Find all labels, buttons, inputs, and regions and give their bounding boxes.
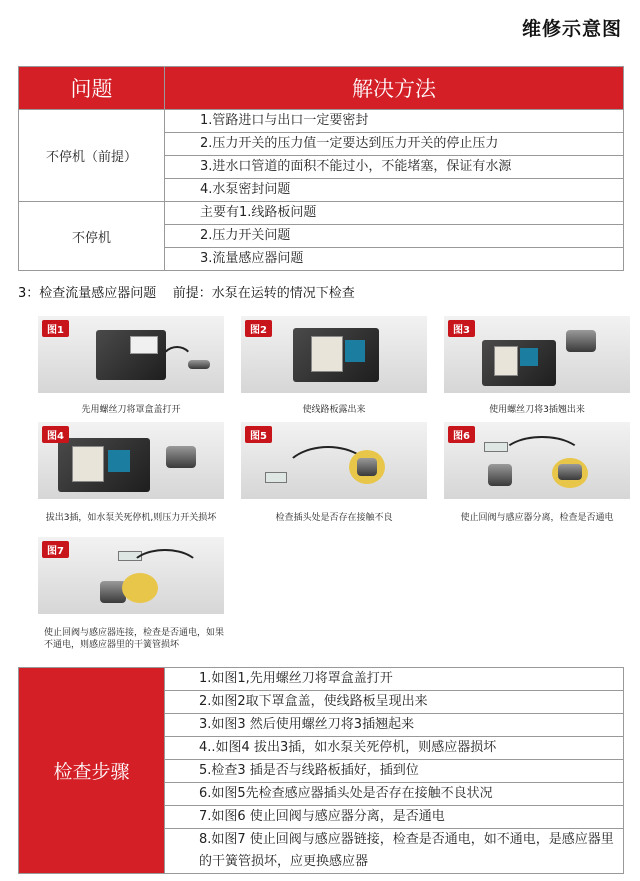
figure-1-photo [38,316,224,393]
solution-cell: 2.压力开关问题 [165,225,624,248]
figure-5-photo [241,422,427,499]
solution-cell: 4.水泵密封问题 [165,179,624,202]
figure-6-photo [444,422,630,499]
page-title: 维修示意图 [521,18,622,40]
figure-caption: 检查插头处是否存在接触不良 [275,513,393,523]
figure-caption: 先用螺丝刀将罩盒盖打开 [81,405,181,415]
header-problem: 问题 [19,67,165,110]
solution-cell: 3.进水口管道的面积不能过小，不能堵塞，保证有水源 [165,156,624,179]
problem-cell: 不停机 [19,202,165,271]
step-cell: 2.如图2取下罩盒盖，使线路板呈现出来 [165,691,624,714]
figure-tag: 图5 [245,426,272,443]
figure-caption: 使用螺丝刀将3插翘出来 [489,405,585,415]
header-solution: 解决方法 [165,67,624,110]
check-steps-table [18,667,624,874]
solution-cell: 1.管路进口与出口一定要密封 [165,110,624,133]
figure-tag: 图1 [42,320,69,337]
figure-7-photo [38,537,224,614]
step-cell: 8.如图7 使止回阀与感应器链接，检查是否通电，如不通电，是感应器里的干簧管损坏，应更换感应器 [165,829,624,874]
figure-caption: 拔出3插，如水泵关死停机,则压力开关损坏 [45,513,217,523]
step-cell: 7.如图6 使止回阀与感应器分离，是否通电 [165,806,624,829]
figure-caption: 使线路板露出来 [302,405,366,415]
figure-tag: 图7 [42,541,69,558]
figure-2-photo [241,316,427,393]
figure-caption: 使止回阀与感应器连接，检查是否通电，如果不通电，则感应器里的干簧管损坏 [44,628,225,650]
figure-3-photo [444,316,630,393]
figure-tag: 图6 [448,426,475,443]
problem-cell: 不停机（前提） [19,110,165,202]
figure-tag: 图3 [448,320,475,337]
step-cell: 1.如图1,先用螺丝刀将罩盒盖打开 [165,668,624,691]
steps-header: 检查步骤 [19,668,165,874]
solution-cell: 主要有1.线路板问题 [165,202,624,225]
figure-caption: 使止回阀与感应器分离，检查是否通电 [460,513,614,523]
figure-4-photo [38,422,224,499]
problem-solution-table [18,66,624,271]
solution-cell: 3.流量感应器问题 [165,248,624,271]
step-cell: 3.如图3 然后使用螺丝刀将3插翘起来 [165,714,624,737]
figure-tag: 图4 [42,426,69,443]
solution-cell: 2.压力开关的压力值一定要达到压力开关的停止压力 [165,133,624,156]
section-heading: 3：检查流量感应器问题 前提：水泵在运转的情况下检查 [18,286,355,301]
figure-tag: 图2 [245,320,272,337]
step-cell: 6.如图5先检查感应器插头处是否存在接触不良状况 [165,783,624,806]
step-cell: 4..如图4 拔出3插，如水泵关死停机，则感应器损坏 [165,737,624,760]
step-cell: 5.检查3 插是否与线路板插好，插到位 [165,760,624,783]
